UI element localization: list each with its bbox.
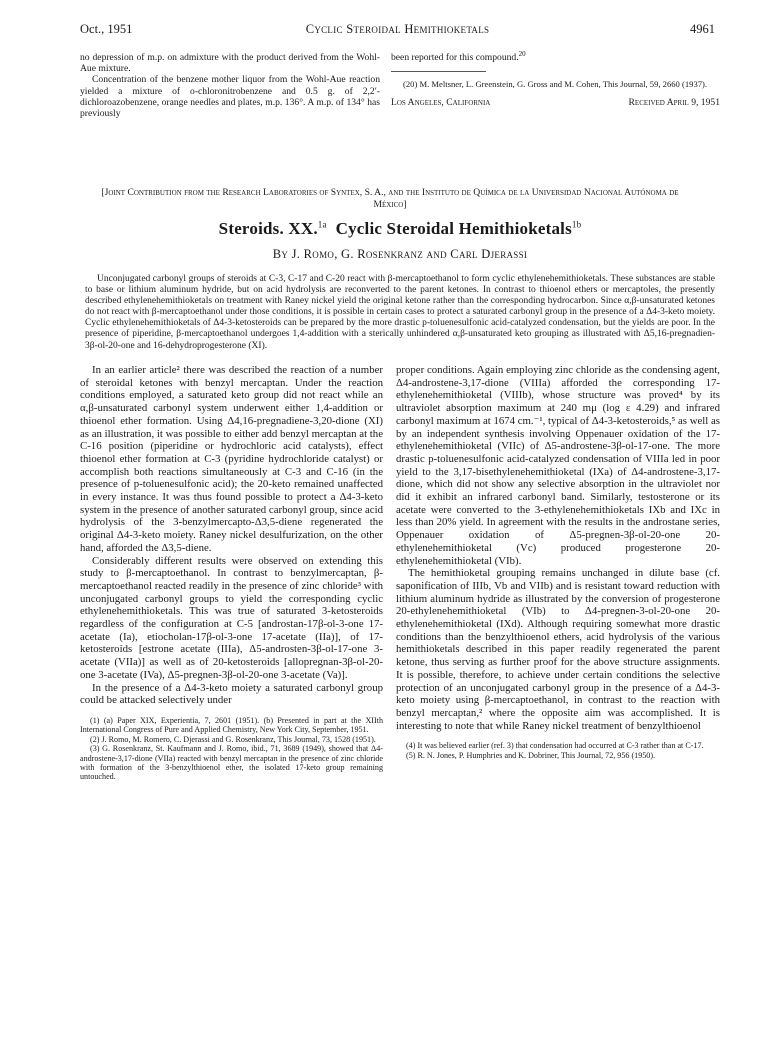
header-date: Oct., 1951: [80, 22, 133, 36]
abstract-text: Unconjugated carbonyl groups of steroids at C-3, C-17 and C-20 react with β-mercaptoethanol to form cyclic ethylenehemithioketals. These substances are stable to base or lithium aluminum hydride, but on acid hydrolysis are reconverted to the parent ketones. In contrast to thioenol ethers or mercaptoles, the presently described ethylenehemithioketals on treatment with Raney nickel yield the original ketone rather than the corresponding hydrocarbon. Since α,β-unsaturated ketones do not react with β-mercaptoethanol under those conditions, it is possible in certain cases to protect a saturated carbonyl group in the presence of a Δ4-3-keto moiety. Cyclic ethylenehemithioketals of Δ4-3-ketosteroids can be prepared by the more drastic p-toluenesulfonic acid-catalyzed condensation, but the yields are poor. In the presence of piperidine, β-mercaptoethanol undergoes 1,4-addition with a sterically unhindered α,β-unsaturated keto grouping as illustrated with Δ5,16-pregnadien-3β-ol-20-one and 16-dehydroprogesterone (XI).: [85, 274, 715, 351]
body-paragraph: The hemithioketal grouping remains unchanged in dilute base (cf. saponification of IIIb, Vb and VIIb) and is resistant toward reduction with lithium aluminum hydride as illustrated by the conversion of progesterone 20-ethylenehemithioketal (VIb) to Δ4-pregnen-3-ol-20-one 20-ethylenehemithioketal (IXd). Although requiring somewhat more drastic conditions than the benzylthioenol ethers, acid hydrolysis of the various hemithioketals described in this paper readily regenerated the parent ketone, thus serving as further proof for the above structure assignments. It is possible, therefore, to achieve under certain conditions the selective protection of an unconjugated carbonyl group in the presence of a Δ4-3-keto moiety using β-mercaptoethanol, in contrast to the reaction with benzyl mercaptan,² where the opposite aim was accomplished. It is interesting to note that while Raney nickel treatment of benzylthioenol: [396, 567, 720, 732]
header-page-number: 4961: [690, 22, 715, 36]
body-paragraph: In the presence of a Δ4-3-keto moiety a saturated carbonyl group could be attacked selectively under: [80, 681, 383, 707]
previous-article-closing-text: [391, 49, 720, 63]
contribution-line: [Joint Contribution from the Research Laboratories of Syntex, S. A., and the Instituto de Química de la Universidad Nacional Autónoma de México]: [101, 187, 679, 210]
body-paragraph: Considerably different results were observed on extending this study to β-mercaptoethanol. In contrast to benzylmercaptan, β-mercaptoethanol reacted readily in the presence of zinc chloride³ with unconjugated carbonyl groups to yield the corresponding cyclic ethylenehemithioketals. This was true of saturated 3-ketosteroids regardless of the configuration at C-5 [androstan-17β-ol-3-one 17-acetate (Ia), etiocholan-17β-ol-3-one 17-acetate (IIa)], of 17-ketosteroids [estrone acetate (IIIa), Δ5-androsten-3β-ol-17-one 3-acetate (VIIa)] as well as of 20-ketosteroids [allopregnan-3β-ol-20-one 3-acetate (IVa), Δ5-pregnen-3β-ol-20-one 3-acetate (Va)].: [80, 554, 383, 681]
footnote-3: (3) G. Rosenkranz, St. Kaufmann and J. Romo, ibid., 71, 3689 (1949), showed that Δ4-androstene-3,17-dione (VIIa) reacted with benzyl mercaptan in the presence of zinc chloride with formation of the 3-benzylthioenol ether, the isolated 17-keto group remaining untouched.: [80, 744, 383, 782]
previous-article-right-column: [391, 49, 720, 109]
footnote-ref: 20: [518, 49, 526, 58]
footnote-5: (5) R. N. Jones, P. Humphries and K. Dobriner, This Journal, 72, 956 (1950).: [406, 750, 656, 760]
previous-article-paragraph: no depression of m.p. on admixture with the product derived from the Wohl-Aue mixture.: [80, 52, 380, 75]
author-line: By J. Romo, G. Rosenkranz and Carl Djerassi: [272, 247, 528, 261]
footnote-4: (4) It was believed earlier (ref. 3) that condensation had occurred at C-3 rather than at C-17.: [406, 741, 704, 751]
footnote-divider: [391, 71, 486, 72]
body-paragraph: In an earlier article² there was described the reaction of a number of steroidal ketones with benzyl mercaptan. Under the reaction conditions employed, a saturated keto group did not react while an α,β-unsaturated carbonyl system underwent either 1,4-addition or thioenol ether formation. Using Δ4,16-pregnadiene-3,20-dione (XI) as an illustration, it was possible to either add benzyl mercaptan at the C-16 position (piperidine or hydrochloric acid catalysts), effect thioenol ether formation at C-3 (pyridine hydrochloride catalyst) or accomplish both reactions simultaneously at C-3 and C-16 (in the presence of p-toluenesulfonic acid); the 20-keto remained unaffected in every instance. It was thus found possible to protect a Δ4-3-keto system in the presence of another saturated carbonyl group, since acid hydrolysis of the 3-benzylmercapto-Δ3,5-diene regenerated the original Δ4-3-keto moiety. Raney nickel desulfurization, on the other hand, afforded the Δ3,5-diene.: [80, 364, 383, 554]
footnote-2: (2) J. Romo, M. Romero, C. Djerassi and G. Rosenkranz, This Journal, 73, 1528 (1951).: [90, 734, 376, 744]
footnote-1: (1) (a) Paper XIX, Experientia, 7, 2601 (1951). (b) Presented in part at the XIIth International Congress of Pure and Applied Chemistry, New York City, September, 1951.: [80, 715, 383, 735]
title-ref-a: 1a: [317, 219, 327, 230]
previous-article-left-column: [80, 52, 380, 119]
previous-article-paragraph: Concentration of the benzene mother liquor from the Wohl-Aue reaction yielded a mixture of o-chloronitrobenzene and 0.5 g. of 2,2′-dichloroazobenzene, orange needles and plates, m.p. 136°. A m.p. of 134° has previously: [80, 74, 380, 120]
title-sub: Cyclic Steroidal Hemithioketals: [335, 219, 572, 238]
location-line: [391, 97, 720, 108]
location: Los Angeles, California: [391, 97, 491, 109]
article-title: [80, 219, 720, 239]
footnote-20: (20) M. Meltsner, L. Greenstein, G. Gross and M. Cohen, This Journal, 59, 2660 (1937).: [403, 79, 708, 90]
header-running-title: Cyclic Steroidal Hemithioketals: [305, 22, 490, 36]
title-ref-b: 1b: [571, 219, 582, 230]
body-paragraph: proper conditions. Again employing zinc chloride as the condensing agent, Δ4-androstene-3,17-dione (VIIIa) afforded the corresponding 17-ethylenehemithioketal (VIIIb), whose structure was proved⁴ by its ultraviolet absorption maximum at 240 mμ (log ε 4.29) and infrared carbonyl maximum at 1674 cm.⁻¹, typical of Δ4-3-ketosteroids,⁵ as well as by an independent synthesis involving Oppenauer oxidation of the 17-ethylenehemithioketal (VIIc) of Δ5-androstene-3β-ol-17-one. The more drastic p-toluenesulfonic acid-catalyzed condensation of VIIIa led in poor yield to the 3,17-bisethylenehemithioketal (IXa) of Δ4-androstene-3,17-dione, which did not show any selective absorption in the ultraviolet nor did it exhibit an infrared carbonyl band. Similarly, testosterone or its acetate were converted to the 3-ethylenehemithioketals IXb and IXc in less than 20% yield. In agreement with the results in the androstane series, Oppenauer oxidation of Δ5-pregnen-3β-ol-20-one 20-ethylenehemithioketal (Vc) produced progesterone 20-ethylenehemithioketal (VIb).: [396, 364, 720, 567]
title-main: Steroids. XX.: [218, 219, 318, 238]
right-column: [396, 364, 720, 760]
abstract: [85, 274, 715, 352]
left-footnotes: [80, 716, 383, 782]
received-date: Received April 9, 1951: [628, 97, 720, 109]
left-column: [80, 364, 383, 782]
right-footnotes: [396, 741, 720, 760]
previous-article-closing-sentence: been reported for this compound.: [391, 52, 519, 63]
running-header: [80, 22, 715, 40]
